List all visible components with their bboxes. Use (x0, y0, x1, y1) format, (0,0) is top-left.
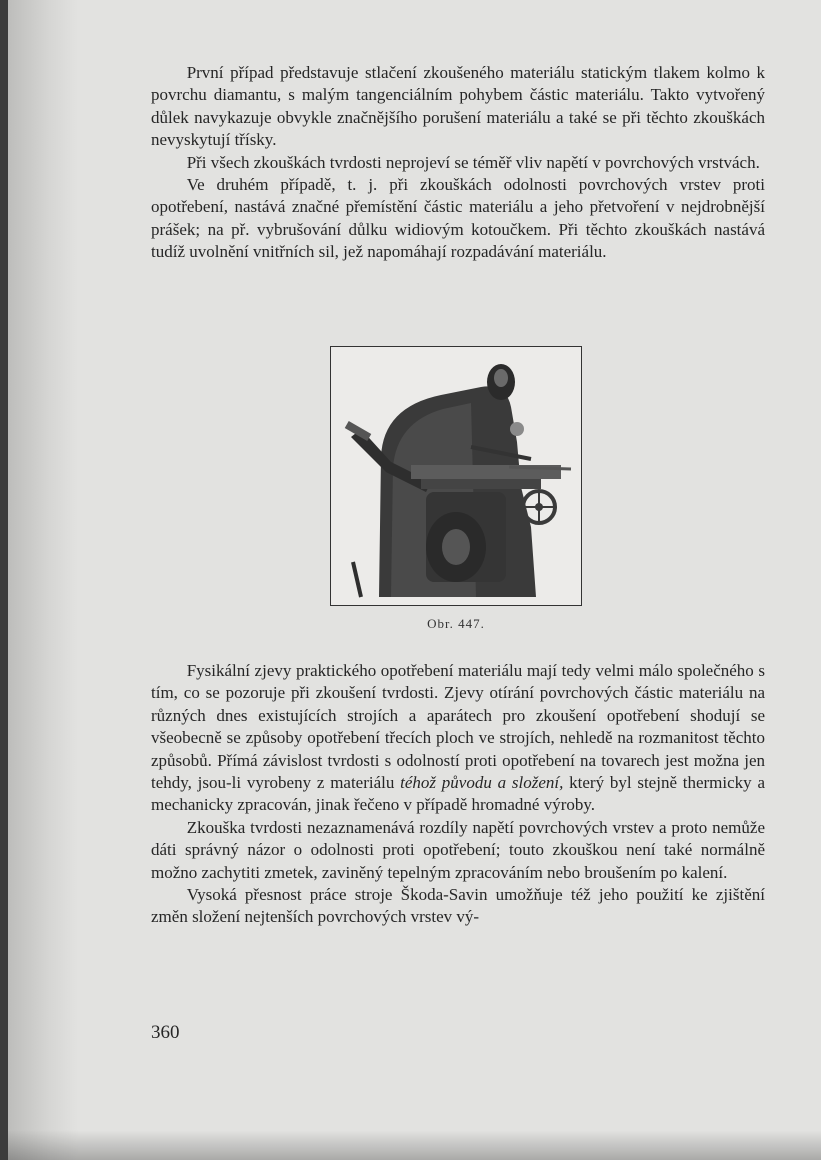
paragraph-5: Zkouška tvrdosti nezaznamenává rozdíly napětí povrchových vrstev a proto nemůže dáti správný názor o odolnosti proti opotřebení; touto zkouškou není také normálně možno zachytiti zmetek, zaviněný tepelným zpracováním nebo broušením po kalení. (151, 817, 765, 882)
paragraph-4 (151, 660, 765, 817)
milling-machine-illustration (331, 347, 581, 605)
page-number: 360 (151, 1022, 180, 1043)
top-text-block (151, 62, 765, 264)
book-page (8, 0, 821, 1160)
paragraph-4-text-b: který byl stejně thermicky a mechanicky zpracován, jinak řečeno v případě hromadné výroby. (151, 773, 765, 815)
page-bottom-shadow (8, 1130, 821, 1160)
paragraph-4-italic: téhož původu a složení, (400, 773, 564, 793)
paragraph-4-text-a: Fysikální zjevy praktického opotřebení materiálu mají tedy velmi málo společného s tím, co se pozoruje při zkoušení tvrdosti. Zjevy otírání povrchových částic materiálu na různých dnes existujících strojích a aparátech pro zkoušení opotřebení shodují se všeobecně se způsoby opotřebení třecích ploch ve strojích, nehledě na rozmanitost těchto způsobů. Přímá závislost tvrdosti s odolností proti opotřebení na tovarech jest možna jen tehdy, jsou-li vyrobeny z materiálu (151, 661, 765, 793)
paragraph-1: První případ představuje stlačení zkoušeného materiálu statickým tlakem kolmo k povrchu diamantu, s malým tangenciálním pohybem částic materiálu. Takto vytvořený důlek navykazuje obvykle značnějšího porušení materiálu a také se při těchto zkouškách nevyskytují třísky. (151, 63, 765, 150)
bottom-text-block (151, 660, 765, 929)
figure-photo (330, 346, 582, 606)
paragraph-2: Při všech zkouškách tvrdosti neprojeví se téměř vliv napětí v povrchových vrstvách. (186, 152, 760, 172)
paragraph-3: Ve druhém případě, t. j. při zkouškách odolnosti povrchových vrstev proti opotřebení, nastává značné přemístění částic materiálu a jeho přetvoření v nejdrobnější prášek; na př. vybrušování důlku widiovým kotoučkem. Při těchto zkouškách nastává tudíž uvolnění vnitřních sil, jež napomáhají rozpadávání materiálu. (151, 175, 765, 262)
page-spine-shadow (8, 0, 78, 1160)
figure-caption: Obr. 447. (427, 616, 485, 631)
paragraph-6: Vysoká přesnost práce stroje Škoda-Savin umožňuje též jeho použití ke zjištění změn složení nejtenších povrchových vrstev vý- (151, 885, 765, 927)
